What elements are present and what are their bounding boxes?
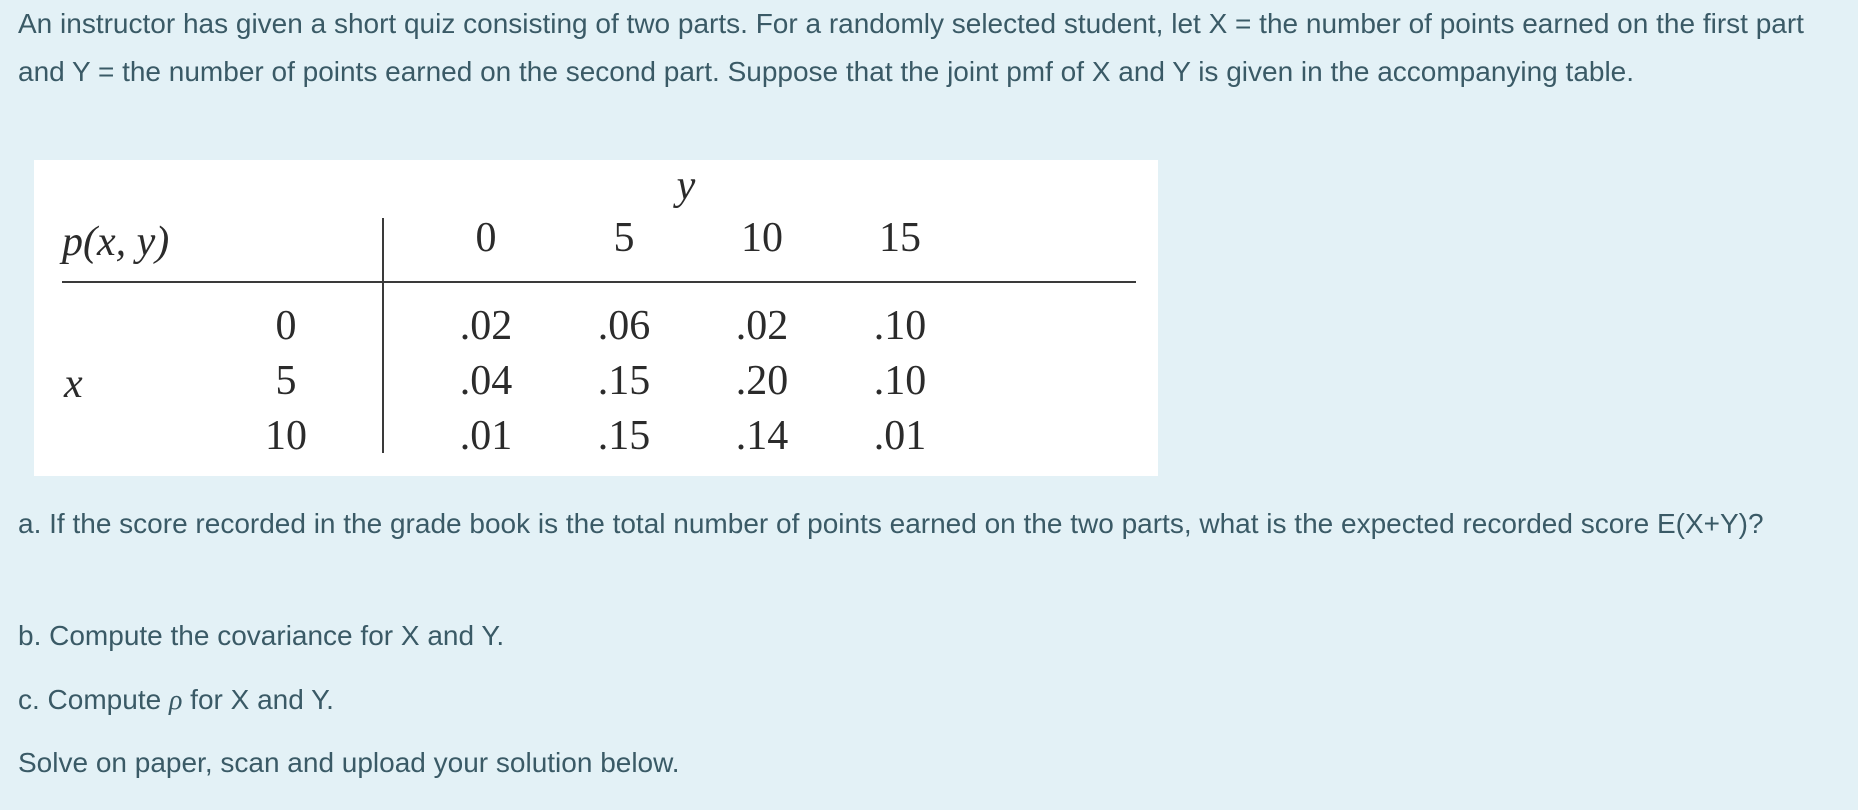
- x-variable-label: x: [64, 361, 83, 407]
- table-vertical-rule: [382, 218, 384, 453]
- question-c-prefix: c. Compute: [18, 684, 169, 715]
- table-cell: .06: [597, 303, 651, 349]
- y-value-header: 0: [475, 215, 497, 261]
- table-cell: .01: [873, 413, 927, 459]
- joint-pmf-table: [34, 160, 1158, 476]
- rho-symbol: ρ: [168, 685, 183, 716]
- table-cell: .10: [873, 358, 927, 404]
- y-value-header: 10: [741, 215, 783, 261]
- question-c: [18, 676, 334, 725]
- question-b: b. Compute the covariance for X and Y.: [18, 620, 505, 651]
- table-cell: .02: [735, 303, 789, 349]
- table-cell: .15: [597, 413, 651, 459]
- x-value-header: 10: [265, 413, 307, 459]
- question-c-suffix: for X and Y.: [182, 684, 334, 715]
- table-cell: .01: [459, 413, 513, 459]
- table-horizontal-rule: [62, 281, 1136, 283]
- table-cell: .04: [459, 358, 513, 404]
- corner-label: p(x, y): [62, 219, 170, 265]
- y-variable-label: y: [676, 163, 696, 209]
- y-value-header: 15: [879, 215, 921, 261]
- table-cell: .15: [597, 358, 651, 404]
- x-value-header: 5: [275, 358, 297, 404]
- table-cell: .20: [735, 358, 789, 404]
- instructions: Solve on paper, scan and upload your solution below.: [18, 747, 680, 778]
- problem-intro: An instructor has given a short quiz consisting of two parts. For a randomly selected student, let X = the number of points earned on the first part and Y = the number of points earned on the second part. Suppose that the joint pmf of X and Y is given in the accompanying table.: [18, 8, 1804, 87]
- table-cell: .10: [873, 303, 927, 349]
- question-a: a. If the score recorded in the grade book is the total number of points earned on the two parts, what is the expected recorded score E(X+Y)?: [18, 508, 1764, 539]
- table-cell: .14: [735, 413, 789, 459]
- y-value-header: 5: [613, 215, 635, 261]
- x-value-header: 0: [275, 303, 297, 349]
- table-cell: .02: [459, 303, 513, 349]
